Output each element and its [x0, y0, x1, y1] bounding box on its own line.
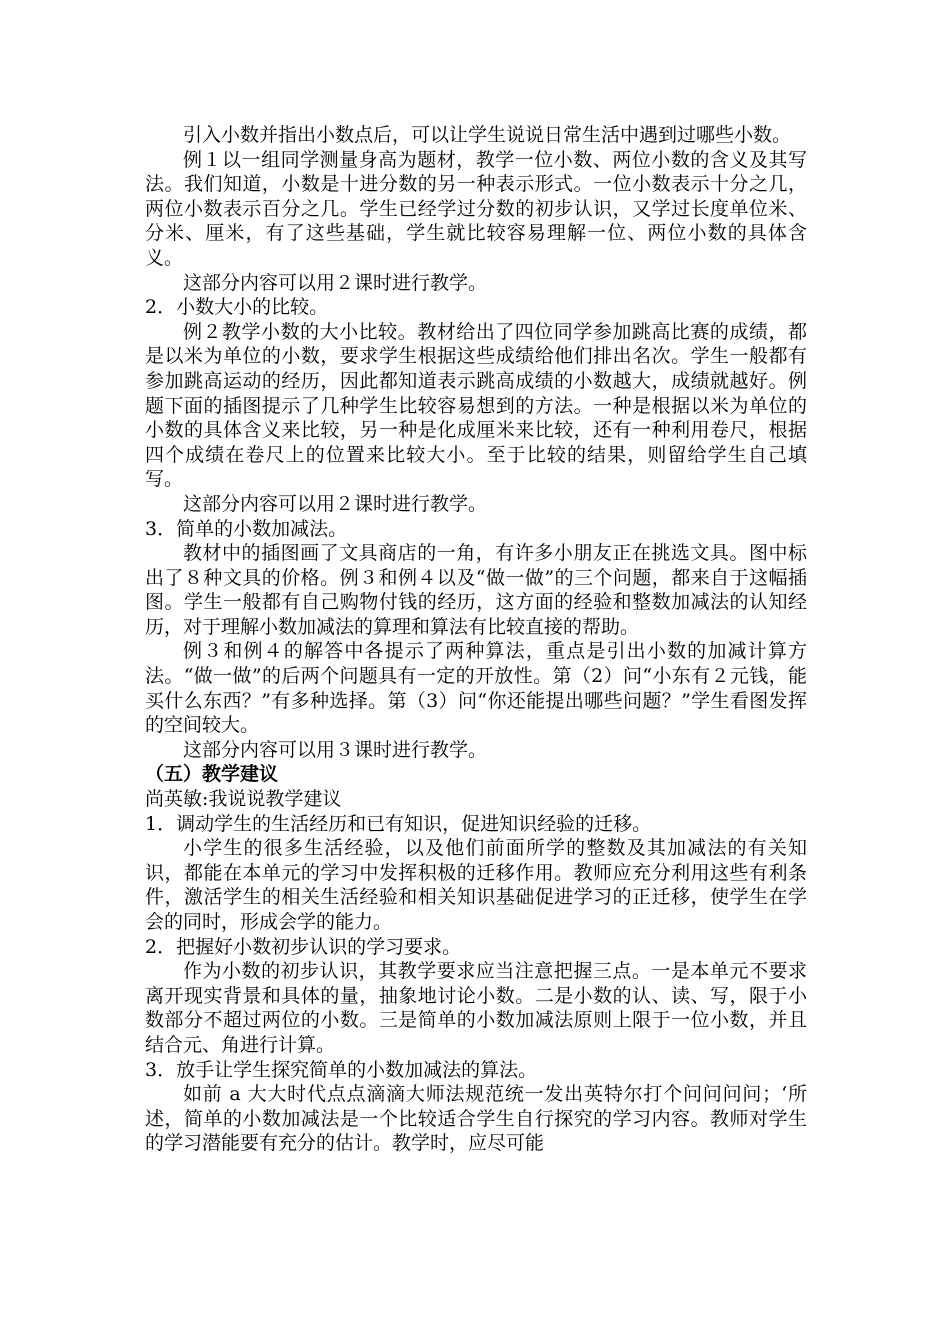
document-body [145, 123, 807, 1156]
section-title-decimal-add-subtract: 3．简单的小数加减法。 [145, 517, 348, 540]
paragraph-suggestion-2: 作为小数的初步认识，其教学要求应当注意把握三点。一是本单元不要求离开现实背景和具体的量，抽象地讨论小数。二是小数的认、读、写，限于小数部分不超过两位的小数。三是简单的小数加减法原则上限于一位小数，并且结合元、角进行计算。 [145, 960, 807, 1056]
paragraph-suggestion-1: 小学生的很多生活经验，以及他们前面所学的整数及其加减法的有关知识，都能在本单元的学习中发挥积极的迁移作用。教师应充分利用这些有利条件，激活学生的相关生活经验和相关知识基础促进学习的正迁移，使学生在学会的同时，形成会学的能力。 [145, 837, 807, 933]
paragraph-intro-decimal-point: 引入小数并指出小数点后，可以让学生说说日常生活中遇到过哪些小数。 [183, 124, 792, 146]
paragraph-example-2: 例２教学小数的大小比较。教材给出了四位同学参加跳高比赛的成绩，都是以米为单位的小数，要求学生根据这些成绩给他们排出名次。学生一般都有参加跳高运动的经历，因此都知道表示跳高成绩的小数越大，成绩就越好。例题下面的插图提示了几种学生比较容易想到的方法。一种是根据以米为单位的小数的具体含义来比较，另一种是化成厘米来比较，还有一种利用卷尺，根据四个成绩在卷尺上的位置来比较大小。至于比较的结果，则留给学生自己填写。 [145, 320, 807, 491]
paragraph-lesson-hours-2: 这部分内容可以用２课时进行教学。 [183, 492, 488, 515]
heading-teaching-suggestions: （五）教学建议 [145, 763, 279, 786]
paragraph-lesson-hours-1: 这部分内容可以用２课时进行教学。 [183, 271, 488, 294]
paragraph-stationery-illustration: 教材中的插图画了文具商店的一角，有许多小朋友正在挑选文具。图中标出了８种文具的价格。例３和例４以及“做一做”的三个问题，都来自于这幅插图。学生一般都有自己购物付钱的经历，这方面的经验和整数加减法的认知经历，对于理解小数加减法的算理和算法有比较直接的帮助。 [145, 542, 807, 638]
suggestion-title-1: 1．调动学生的生活经历和已有知识，促进知识经验的迁移。 [145, 812, 652, 835]
suggestion-title-3: 3．放手让学生探究简单的小数加减法的算法。 [145, 1058, 538, 1081]
section-title-compare-decimals: 2．小数大小的比较。 [145, 296, 329, 319]
suggestion-title-2: 2．把握好小数初步认识的学习要求。 [145, 935, 462, 958]
paragraph-lesson-hours-3: 这部分内容可以用３课时进行教学。 [183, 738, 488, 761]
paragraph-example-1: 例１以一组同学测量身高为题材，教学一位小数、两位小数的含义及其写法。我们知道，小数是十进分数的另一种表示形式。一位小数表示十分之几，两位小数表示百分之几。学生已经学过分数的初步认识，又学过长度单位米、分米、厘米，有了这些基础，学生就比较容易理解一位、两位小数的具体含义。 [145, 148, 807, 269]
paragraph-examples-3-4: 例３和例４的解答中各提示了两种算法，重点是引出小数的加减计算方法。“做一做”的后两个问题具有一定的开放性。第（2）问“小东有２元钱，能买什么东西？”有多种选择。第（3）问“你还能提出哪些问题？”学生看图发挥的空间较大。 [145, 640, 807, 737]
author-line: 尚英敏:我说说教学建议 [145, 788, 342, 811]
paragraph-suggestion-3: 如前 a 大大时代点点滴滴大师法规范统一发出英特尔打个问问问问；‘所述，简单的小数加减法是一个比较适合学生自行探究的学习内容。教师对学生的学习潜能要有充分的估计。教学时，应尽可能 [145, 1083, 807, 1155]
